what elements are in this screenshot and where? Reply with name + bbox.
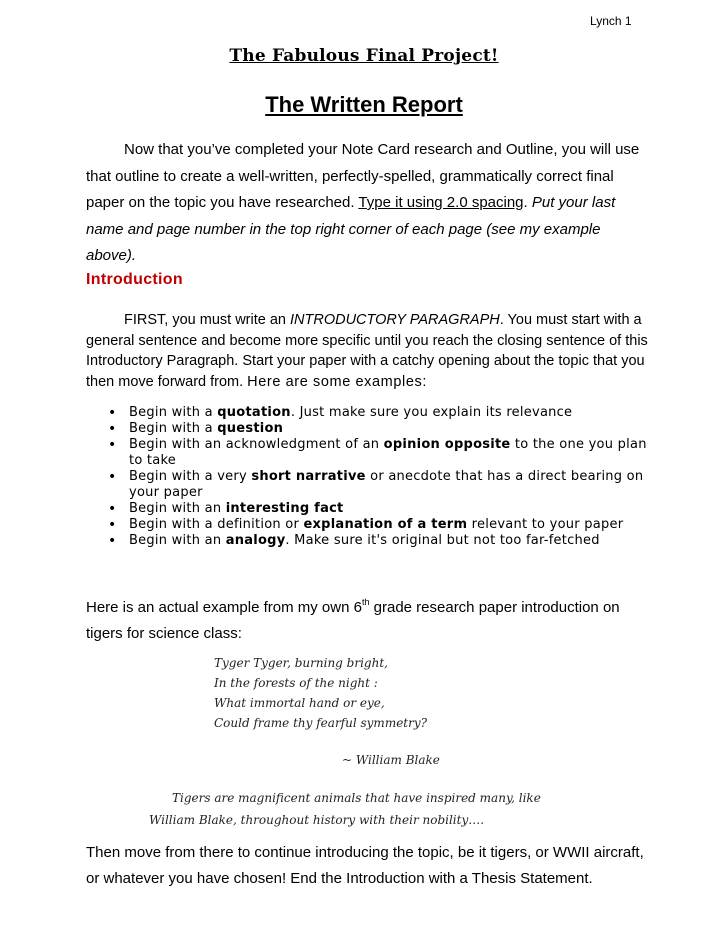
poem-line: In the forests of the night : [214, 676, 378, 690]
bullet-keyword: analogy [225, 533, 286, 548]
spacing-instruction: Type it using 2.0 spacing [358, 194, 524, 211]
bullet-text: Begin with an [129, 501, 226, 516]
bullet-text: Begin with a definition or [129, 517, 304, 532]
list-item [108, 405, 648, 421]
bullet-keyword: interesting fact [225, 501, 344, 516]
bullet-keyword: opinion opposite [383, 437, 511, 452]
bullet-keyword: explanation of a term [303, 517, 468, 532]
blake-poem [214, 653, 427, 733]
list-item [108, 421, 648, 437]
bullet-text: Begin with a [129, 421, 218, 436]
first-text-2: . You must start with a general sentence and become more specific until you reach the closing sentence of this Introductory Paragraph. Start your paper with a catchy opening about the topic that you then move forward from. [86, 312, 648, 390]
intro-text-1: Now that you’ve completed your Note Card research and Outline, you will use that outline to create a well-written, perfectly-spelled, grammatically correct final paper on the topic you have researched. [86, 141, 640, 211]
report-title: The Written Report [265, 92, 463, 117]
example-intro-paragraph [86, 595, 646, 647]
example-text-1: Here is an actual example from my own 6 [86, 599, 362, 616]
poem-attribution: ~ William Blake [342, 753, 440, 767]
poem-line: Could frame thy fearful symmetry? [214, 716, 428, 730]
list-item [108, 517, 648, 533]
bullet-text: Begin with an acknowledgment of an [129, 437, 384, 452]
list-item [108, 469, 648, 501]
closing-paragraph: Then move from there to continue introducing the topic, be it tigers, or WWII aircraft, or whatever you have chosen! End the Introduction with a Thesis Statement. [86, 844, 644, 887]
opening-examples-list [108, 405, 648, 549]
bullet-text: or anecdote that has a direct bearing on your paper [129, 469, 644, 500]
first-text-3: Here are some examples: [247, 373, 427, 390]
intro-paragraph [86, 137, 646, 270]
bullet-keyword: short narrative [251, 469, 366, 484]
bullet-text: Begin with an [129, 533, 226, 548]
list-item [108, 501, 648, 517]
intro-text-2: . [523, 194, 532, 211]
bullet-text: Begin with a [129, 405, 218, 420]
bullet-text: relevant to your paper [467, 517, 624, 532]
first-text-1: FIRST, you must write an [124, 312, 290, 328]
bullet-text: . Make sure it's original but not too far-fetched [285, 533, 600, 548]
poem-line: Tyger Tyger, burning bright, [214, 656, 388, 670]
header-instruction: Put your last name and page number in the top right corner of each page (see my example above). [86, 194, 616, 264]
poem-line: What immortal hand or eye, [214, 696, 385, 710]
bullet-text: . Just make sure you explain its relevance [290, 405, 573, 420]
example-quote: Tigers are magnificent animals that have inspired many, like William Blake, throughout history with their nobility…. [149, 791, 541, 827]
first-paragraph [86, 310, 648, 392]
bullet-keyword: quotation [217, 405, 291, 420]
bullet-text: to the one you plan to take [129, 437, 647, 468]
project-title: The Fabulous Final Project! [229, 46, 499, 66]
bullet-keyword: question [217, 421, 284, 436]
running-head: Lynch 1 [590, 14, 632, 28]
introductory-paragraph-term: INTRODUCTORY PARAGRAPH [290, 312, 500, 328]
bullet-text: Begin with a very [129, 469, 252, 484]
list-item [108, 533, 648, 549]
introduction-heading: Introduction [86, 271, 183, 288]
ordinal-superscript: th [361, 597, 370, 607]
list-item [108, 437, 648, 469]
example-text-2: grade research paper introduction on tigers for science class: [86, 599, 620, 642]
